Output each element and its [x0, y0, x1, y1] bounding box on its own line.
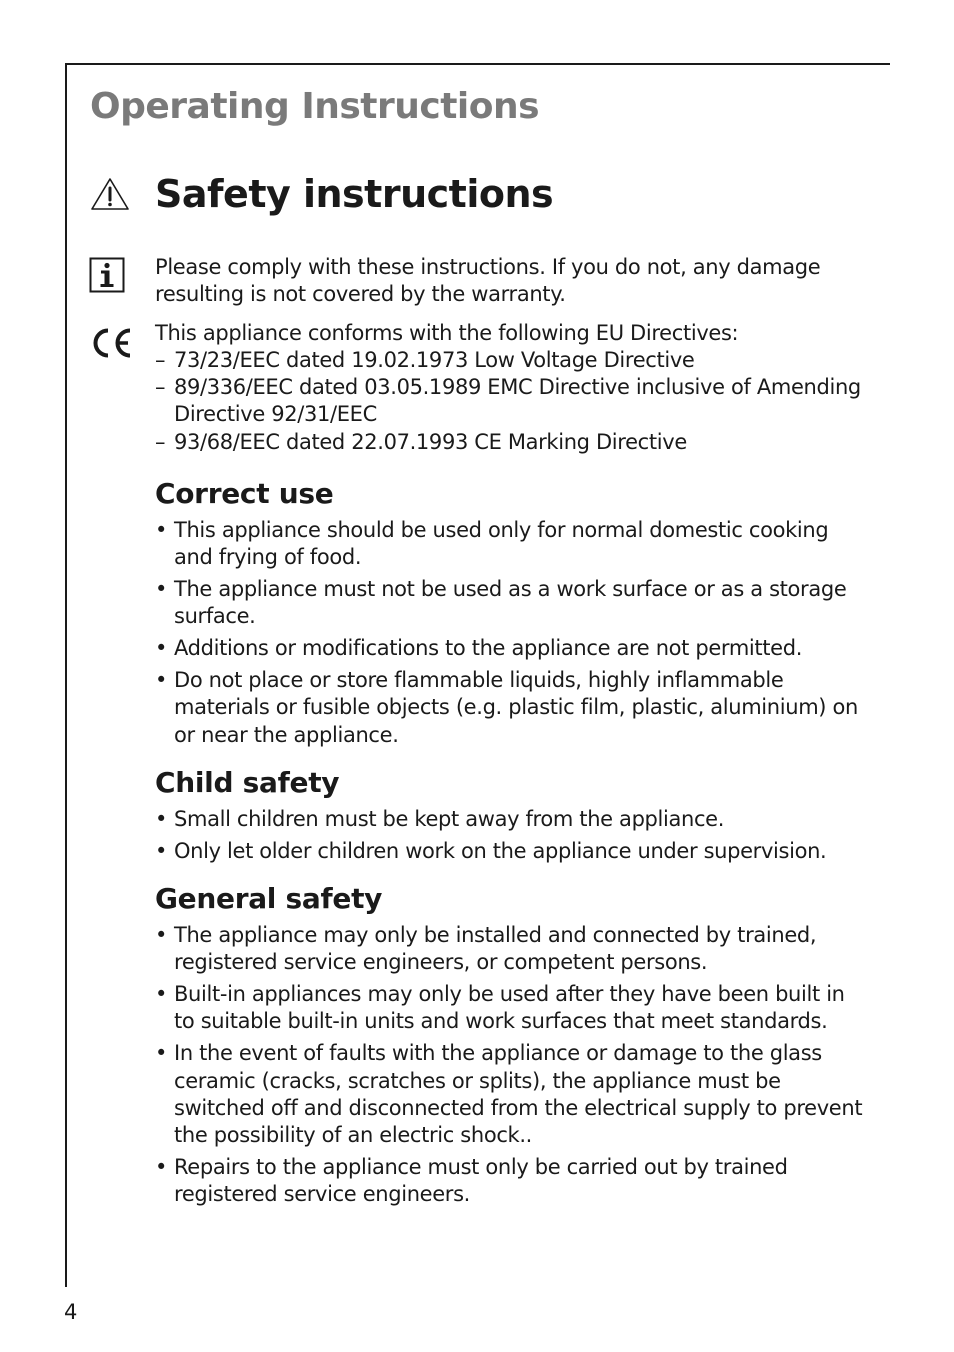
- bullet-marker: •: [155, 518, 168, 543]
- directives-list: [155, 347, 870, 456]
- frame-left-rule: [65, 63, 67, 1287]
- directive-item: – 89/336/EEC dated 03.05.1989 EMC Directive inclusive of Amending Directive 92/31/EEC: [155, 375, 861, 427]
- bullet-marker: •: [155, 1041, 168, 1066]
- list-item: • Repairs to the appliance must only be carried out by trained registered service engineers.: [155, 1154, 788, 1207]
- warranty-notice-text: Please comply with these instructions. If you do not, any damage resulting is not covered by the warranty.: [155, 255, 821, 307]
- child-safety-list: [155, 806, 870, 865]
- directive-item: – 73/23/EEC dated 19.02.1973 Low Voltage Directive: [155, 347, 870, 374]
- page-header-title: Operating Instructions: [90, 86, 540, 127]
- ce-mark-icon: [89, 326, 133, 360]
- directive-item: – 93/68/EEC dated 22.07.1993 CE Marking Directive: [155, 429, 870, 456]
- child-safety-heading: Child safety: [155, 765, 340, 799]
- correct-use-heading: Correct use: [155, 477, 334, 511]
- info-icon: [89, 257, 125, 293]
- bullet-marker: •: [155, 982, 168, 1007]
- bullet-marker: •: [155, 923, 168, 948]
- list-item: • Built-in appliances may only be used after they have been built in to suitable built-in units and work surfaces that meet standards.: [155, 982, 845, 1034]
- bullet-marker: •: [155, 806, 168, 831]
- bullet-marker: •: [155, 577, 168, 602]
- directives-intro: This appliance conforms with the following EU Directives:: [155, 320, 739, 345]
- list-item: • Do not place or store flammable liquids, highly inflammable materials or fusible objects (e.g. plastic film, plastic, aluminium) on or near the appliance.: [155, 668, 858, 747]
- list-item: • The appliance must not be used as a work surface or as a storage surface.: [155, 577, 847, 629]
- bullet-marker: •: [155, 1154, 168, 1179]
- general-safety-list: [155, 922, 870, 1208]
- list-item: • Additions or modifications to the appliance are not permitted.: [155, 635, 870, 662]
- list-item: • This appliance should be used only for normal domestic cooking and frying of food.: [155, 518, 829, 570]
- general-safety-heading: General safety: [155, 882, 383, 916]
- bullet-marker: •: [155, 838, 168, 863]
- bullet-marker: •: [155, 668, 168, 693]
- dash-marker: –: [155, 375, 166, 400]
- list-item: • Only let older children work on the appliance under supervision.: [155, 838, 870, 865]
- main-content: [155, 254, 870, 1213]
- bullet-marker: •: [155, 636, 168, 661]
- eu-directives: [155, 320, 870, 456]
- page-number: 4: [64, 1300, 78, 1324]
- list-item: • In the event of faults with the appliance or damage to the glass ceramic (cracks, scratches or splits), the appliance must be switched off and disconnected from the electrical supply to prevent the possibility of an electric shock..: [155, 1041, 863, 1148]
- warranty-notice: [155, 254, 870, 309]
- list-item: • Small children must be kept away from the appliance.: [155, 806, 870, 833]
- correct-use-list: [155, 517, 870, 749]
- frame-top-rule: [65, 63, 890, 65]
- section-title: Safety instructions: [155, 172, 554, 216]
- warning-triangle-icon: [90, 176, 130, 212]
- list-item: • The appliance may only be installed and connected by trained, registered service engineers, or competent persons.: [155, 923, 817, 975]
- dash-marker: –: [155, 429, 166, 454]
- dash-marker: –: [155, 347, 166, 372]
